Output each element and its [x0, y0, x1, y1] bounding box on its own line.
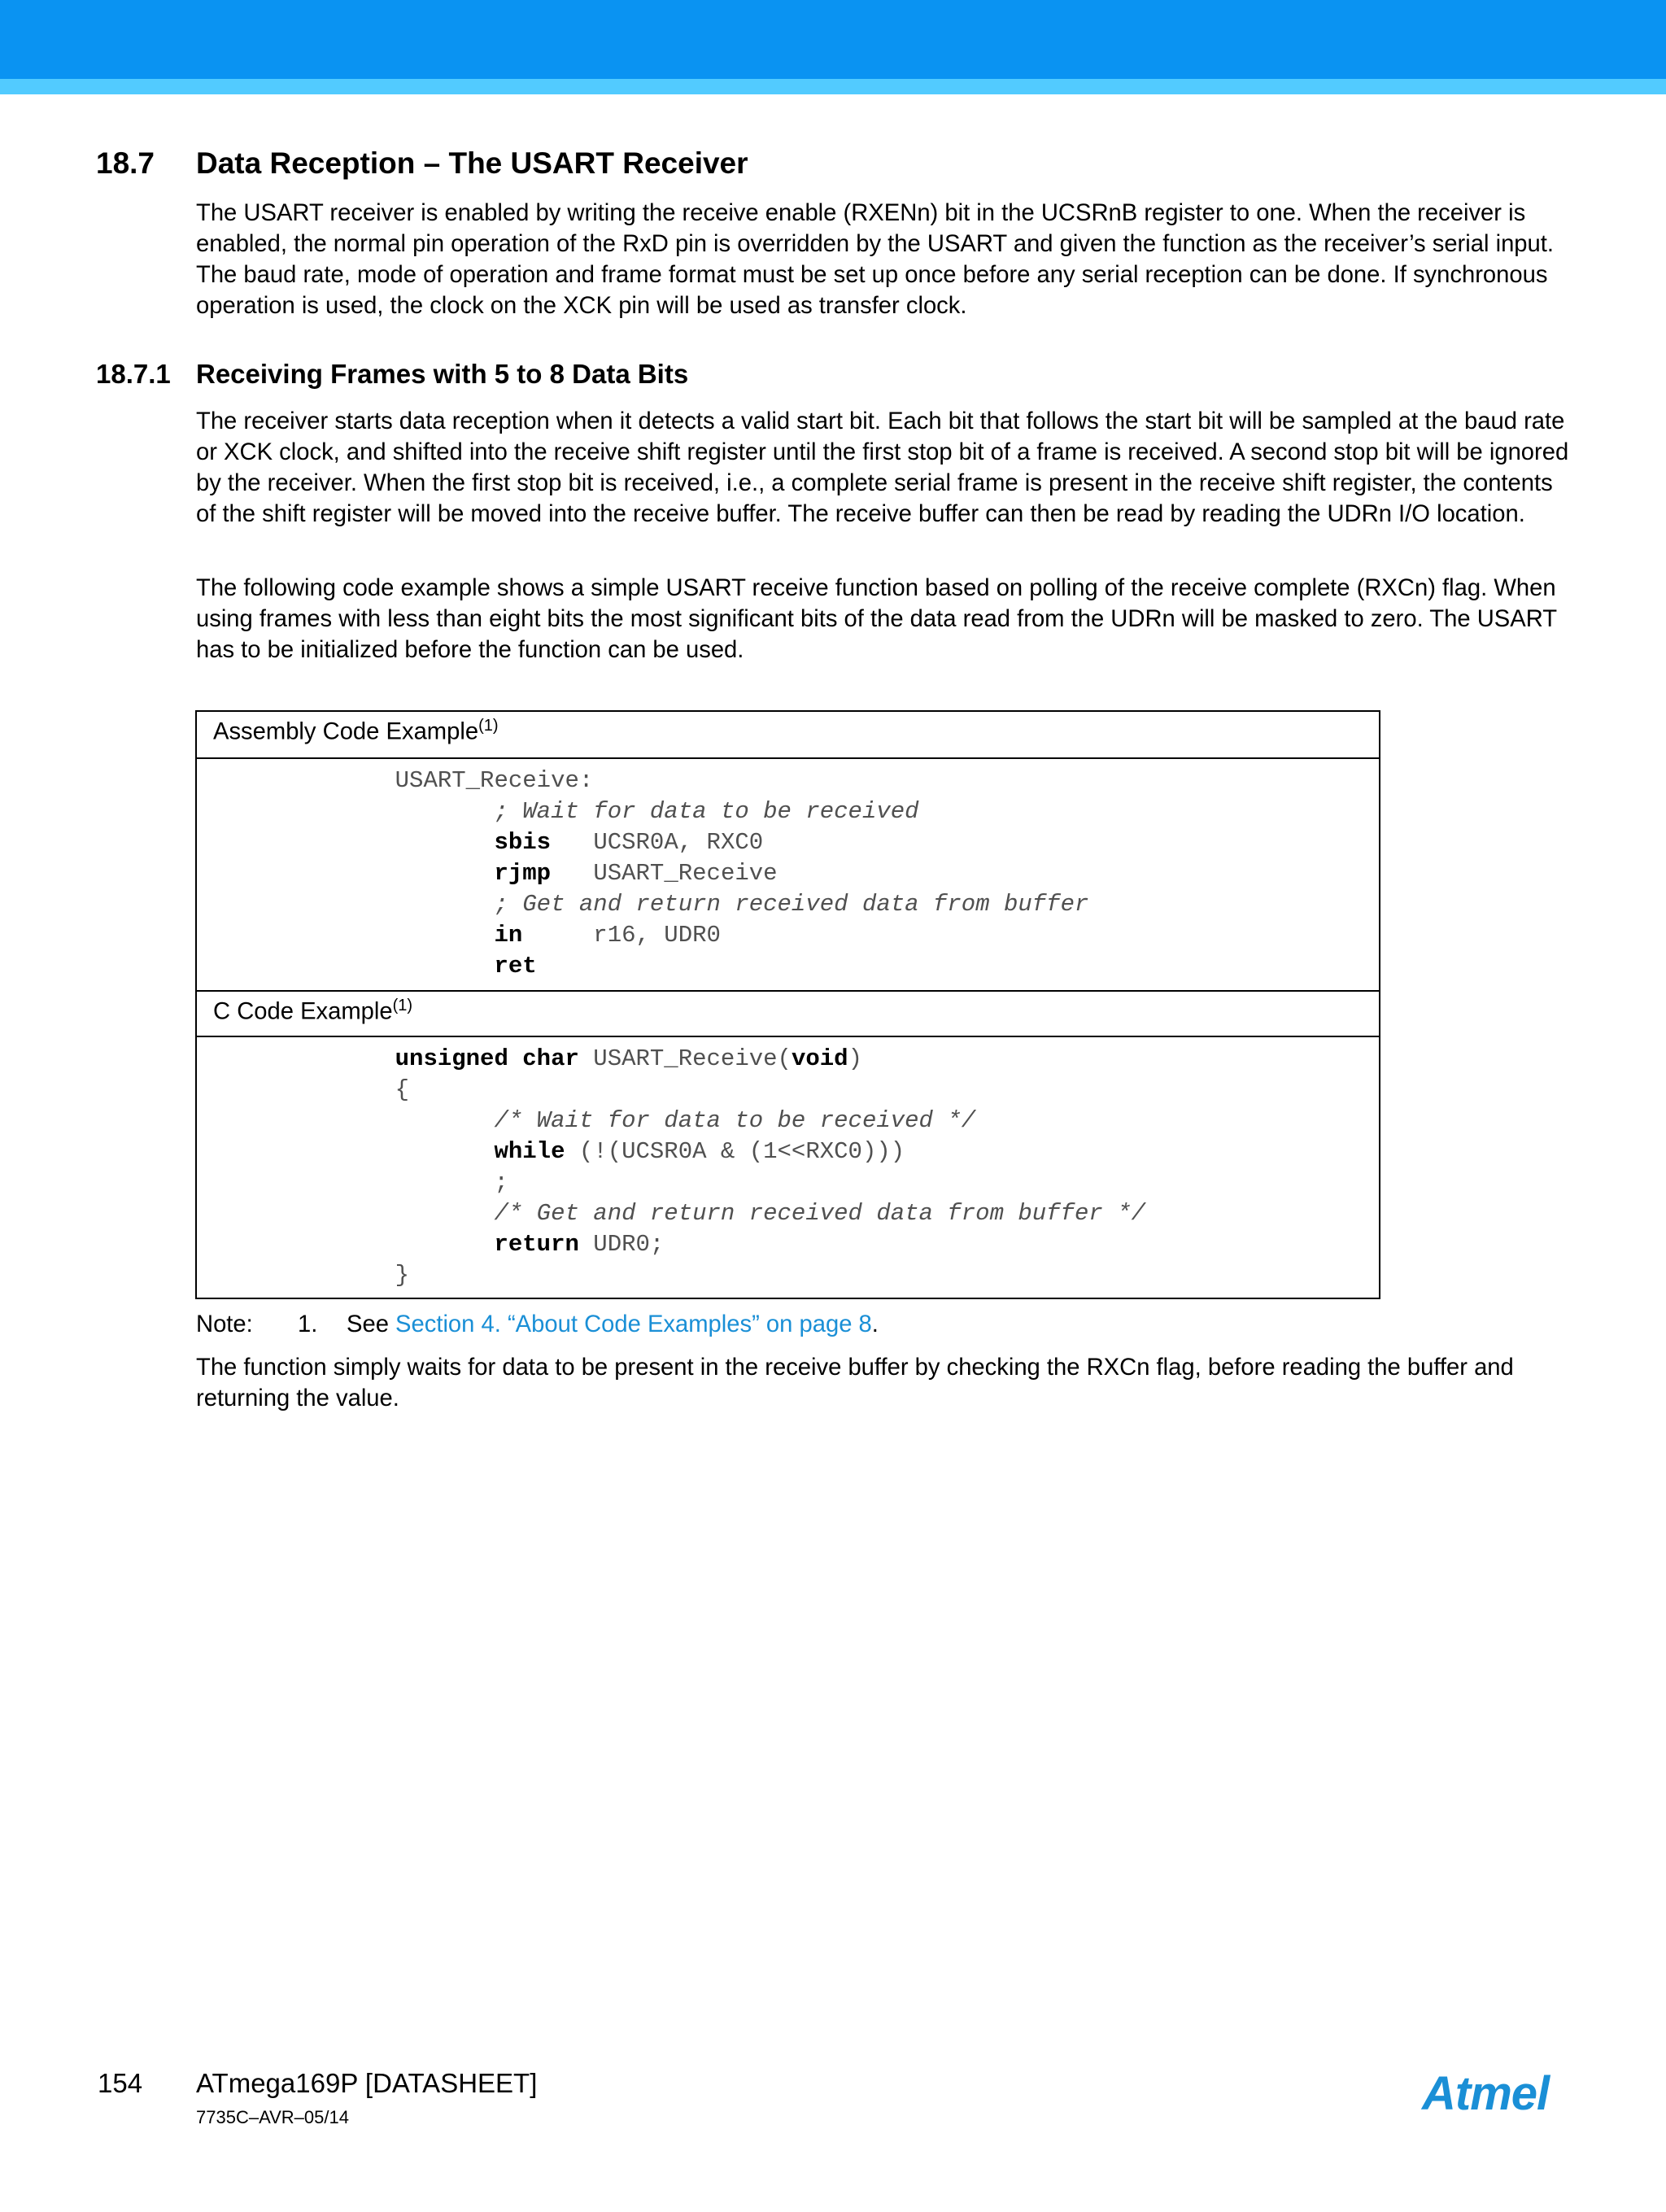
header-stripe — [0, 79, 1666, 94]
document-id: 7735C–AVR–05/14 — [196, 2107, 349, 2127]
closing-paragraph: The function simply waits for data to be present in the receive buffer by checking the RXCn flag, before reading the buffer and returning the value. — [196, 1355, 1514, 1411]
subsection-paragraph-2: The following code example shows a simple USART receive function based on polling of the receive complete (RXCn) flag. When using frames with less than eight bits the most significant bits of the data read from the UDRn will be masked to zero. The USART has to be initialized before the function can be used. — [196, 575, 1557, 663]
subsection-number: 18.7.1 — [96, 359, 171, 389]
code-example-table — [195, 710, 1380, 1299]
page-number: 154 — [98, 2068, 143, 2098]
document-title: ATmega169P [DATASHEET] — [196, 2068, 538, 2098]
c-code-header: C Code Example$^{(1)}$ — [197, 990, 1379, 1037]
section-number: 18.7 — [96, 146, 155, 180]
footnote-mark: (1) — [392, 997, 413, 1014]
asm-code-block: USART_Receive: ; Wait for data to be received sbis UCSR0A, RXC0 rjmp USART_Receive ; Get and return received data from buffer in r16, UDR0 ret — [395, 767, 1089, 979]
subsection-title: Receiving Frames with 5 to 8 Data Bits — [196, 359, 689, 389]
subsection-paragraph-1: The receiver starts data reception when it detects a valid start bit. Each bit that follows the start bit will be sampled at the baud rate or XCK clock, and shifted into the receive shift register until the first stop bit of a frame is received. A second stop bit will be ignored by the receiver. When the first stop bit is received, i.e., a complete serial frame is present in the receive shift register, the contents of the shift register will be moved into the receive buffer. The receive buffer can then be read by reading the UDRn I/O location. — [196, 408, 1569, 527]
asm-code-header: Assembly Code Example$^{(1)}$ — [197, 712, 1379, 759]
header-bar — [0, 0, 1666, 79]
footnote-mark: (1) — [478, 717, 499, 735]
atmel-logo: Atmel — [1422, 2067, 1550, 2120]
code-examples-link[interactable]: Section 4. “About Code Examples” on page 8 — [395, 1311, 872, 1337]
section-title: Data Reception – The USART Receiver — [196, 146, 748, 180]
c-code-block: unsigned char USART_Receive(void) { /* Wait for data to be received */ while (!(UCSR0A & (1<<RXC0))) ; /* Get and return received data from buffer */ return UDR0; } — [395, 1045, 1145, 1289]
section-intro: The USART receiver is enabled by writing the receive enable (RXENn) bit in the UCSRnB register to one. When the receiver is enabled, the normal pin operation of the RxD pin is overridden by the USART and given the function as the receiver’s serial input. The baud rate, mode of operation and frame format must be set up once before any serial reception can be done. If synchronous operation is used, the clock on the XCK pin will be used as transfer clock. — [196, 200, 1554, 319]
footnote: Note: 1. See Section 4. “About Code Examples” on page 8. — [196, 1311, 879, 1337]
note-label: Note: — [196, 1311, 253, 1337]
note-number: 1. — [298, 1311, 318, 1337]
